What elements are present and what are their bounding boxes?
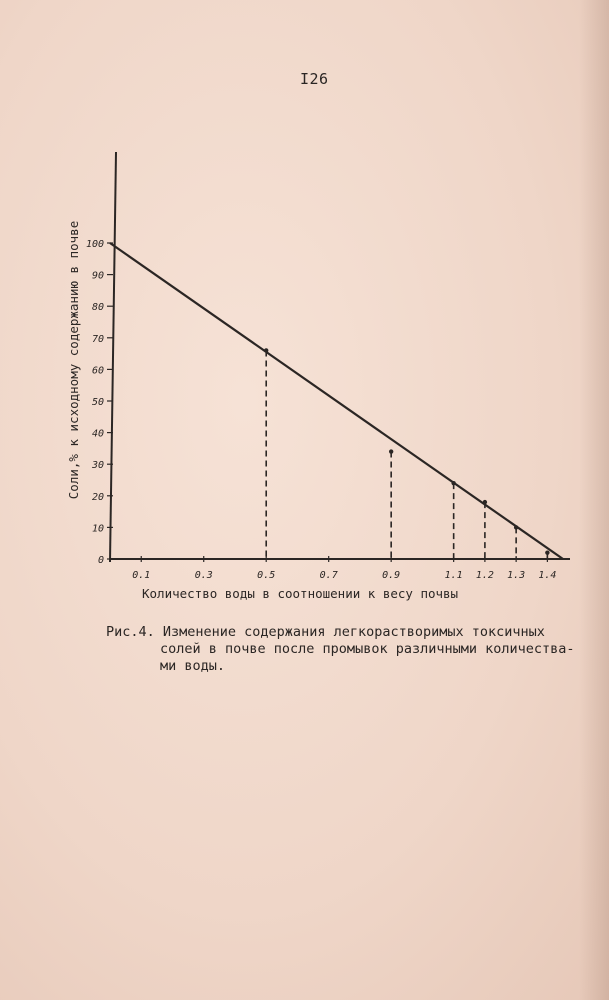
x-tick-label: 0.1 [132,570,151,581]
y-tick-label: 30 [91,460,104,472]
x-tick-label: 1.1 [444,570,463,581]
y-tick-label: 40 [91,428,104,440]
y-axis [110,152,116,562]
y-axis-title: Соли,% к исходному содержанию в почве [66,220,81,500]
figure-caption [106,624,596,675]
drop-point [545,550,549,554]
y-tick-label: 60 [91,365,104,377]
caption-line-1: Рис.4. Изменение содержания легкорастворимых токсичных [106,624,545,640]
caption-line-3: ми воды. [160,658,226,674]
y-tick-label: 80 [91,302,104,314]
x-tick-label: 0.9 [382,570,401,581]
x-tick-label: 0.5 [257,570,276,581]
x-tick-label: 1.4 [538,570,557,581]
drop-point [389,449,393,453]
y-tick-label: 100 [85,239,104,250]
x-tick-label: 1.2 [475,570,494,581]
caption-line-2: солей в почве после промывок различными количества- [160,641,575,657]
x-tick-label: 0.7 [319,570,338,581]
y-tick-label: 90 [91,270,104,282]
y-tick-label: 50 [91,397,104,408]
y-tick-label: 70 [91,333,104,345]
series-line [110,243,563,559]
x-axis-title: Количество воды в соотношении к весу почвы [142,586,459,601]
x-tick-label: 0.3 [194,570,213,581]
y-tick-label: 10 [91,523,104,535]
y-tick-label: 20 [91,491,104,503]
x-tick-label: 1.3 [507,570,526,581]
page-number: I26 [300,70,329,88]
y-tick-label: 0 [97,555,104,566]
